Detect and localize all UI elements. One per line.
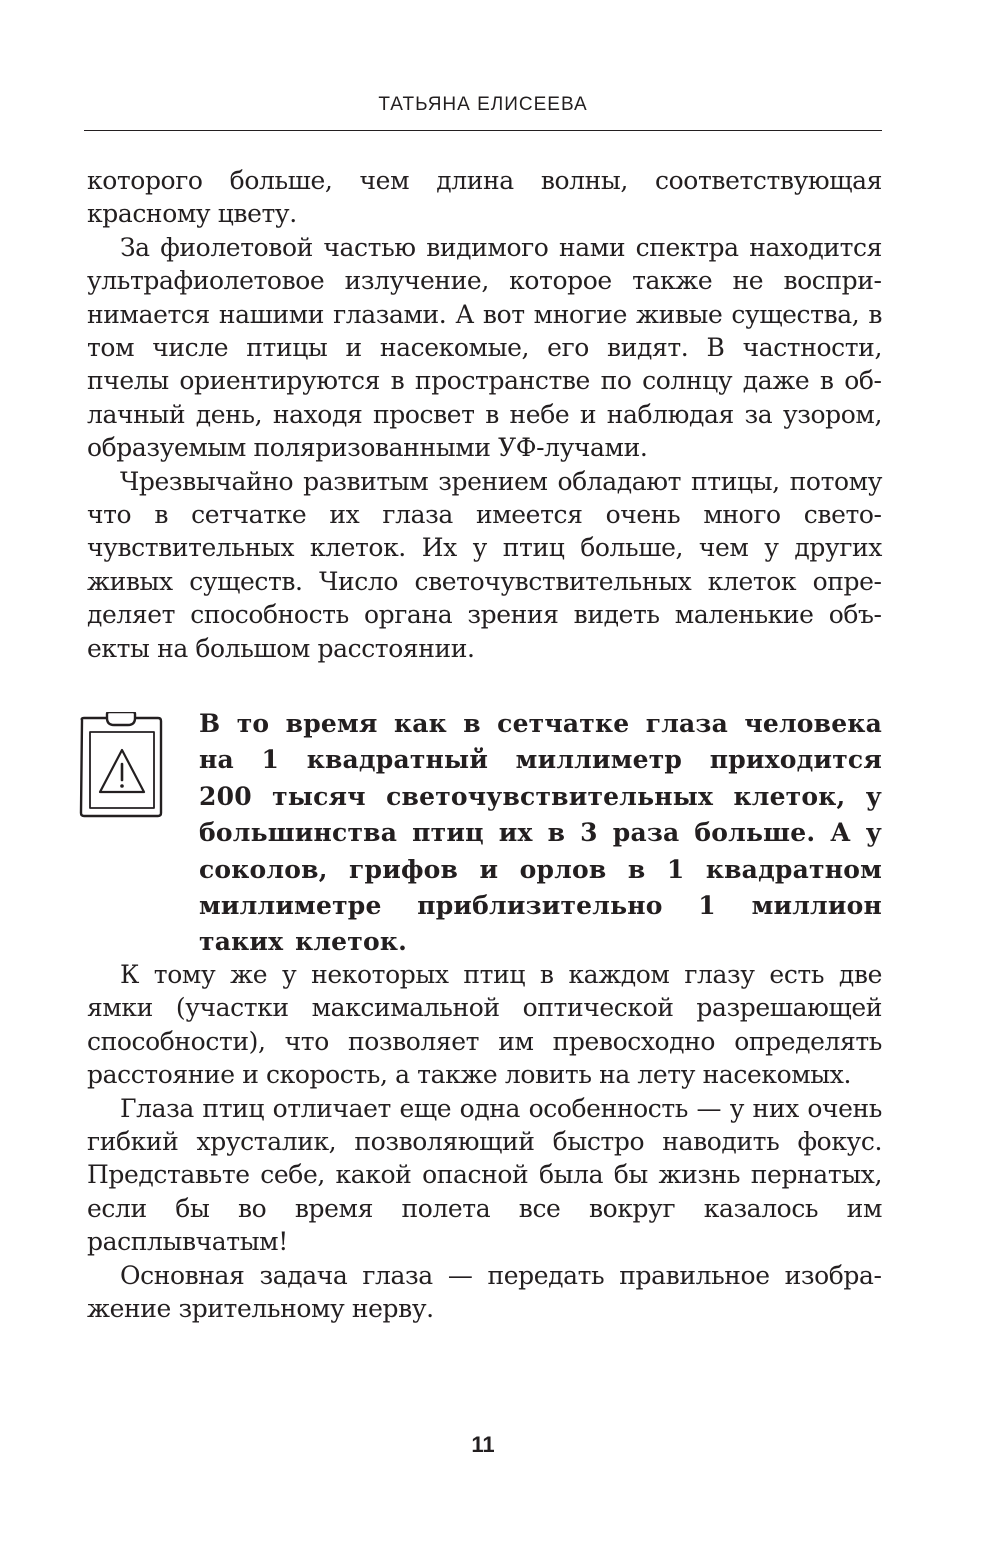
- text-block-top: [87, 164, 882, 665]
- paragraph: Основная задача глаза — передать правильное изображение зрительному нерву.: [87, 1260, 882, 1324]
- paragraph: которого больше, чем длина волны, соответствующая красному цвету.: [87, 166, 882, 229]
- note-text: В то время как в сетчатке глаза человека на 1 квадратный миллиметр приходится 200 тысяч светочувствительных клеток, у большинства птиц их в 3 раза больше. А у соколов, грифов и орлов в 1 квадратном миллиметре приблизительно 1 миллион таких клеток.: [199, 709, 882, 957]
- page-number: 11: [471, 1432, 495, 1457]
- text-block-bottom: [87, 958, 882, 1325]
- paragraph: К тому же у некоторых птиц в каждом глазу есть две ямки (участки максимальной оптической разрешающей способности), что позволяет им превосходно определять расстояние и скорость, а также ловить на лету насекомых.: [87, 960, 882, 1090]
- clipboard-warning-icon: [78, 712, 164, 818]
- paragraph: Глаза птиц отличает еще одна особенность — у них очень гибкий хрусталик, позволяющий быстро наводить фокус. Представьте себе, какой опасной была бы жизнь пернатых, если бы во время полета все вокруг казалось им расплывчатым!: [87, 1093, 882, 1257]
- paragraph: За фиолетовой частью видимого нами спектра находится ультрафиолетовое излучение, которое также не воспринимается нашими глазами. А вот многие живые существа, в том числе птицы и насекомые, его видят. В частности, пчелы ориентируются в пространстве по солнцу даже в облачный день, находя просвет в небе и наблюдая за узором, образуемым поляризованными УФ-лучами.: [87, 232, 882, 463]
- header-rule: [84, 130, 882, 131]
- running-head: ТАТЬЯНА ЕЛИСЕЕВА: [378, 94, 588, 115]
- paragraph: Чрезвычайно развитым зрением обладают птицы, потому что в сетчатке их глаза имеется очень много светочувствительных клеток. Их у птиц больше, чем у других живых существ. Число светочувствительных клеток определяет способность органа зрения видеть маленькие объекты на большом расстоянии.: [87, 466, 882, 663]
- highlight-note: [199, 706, 882, 961]
